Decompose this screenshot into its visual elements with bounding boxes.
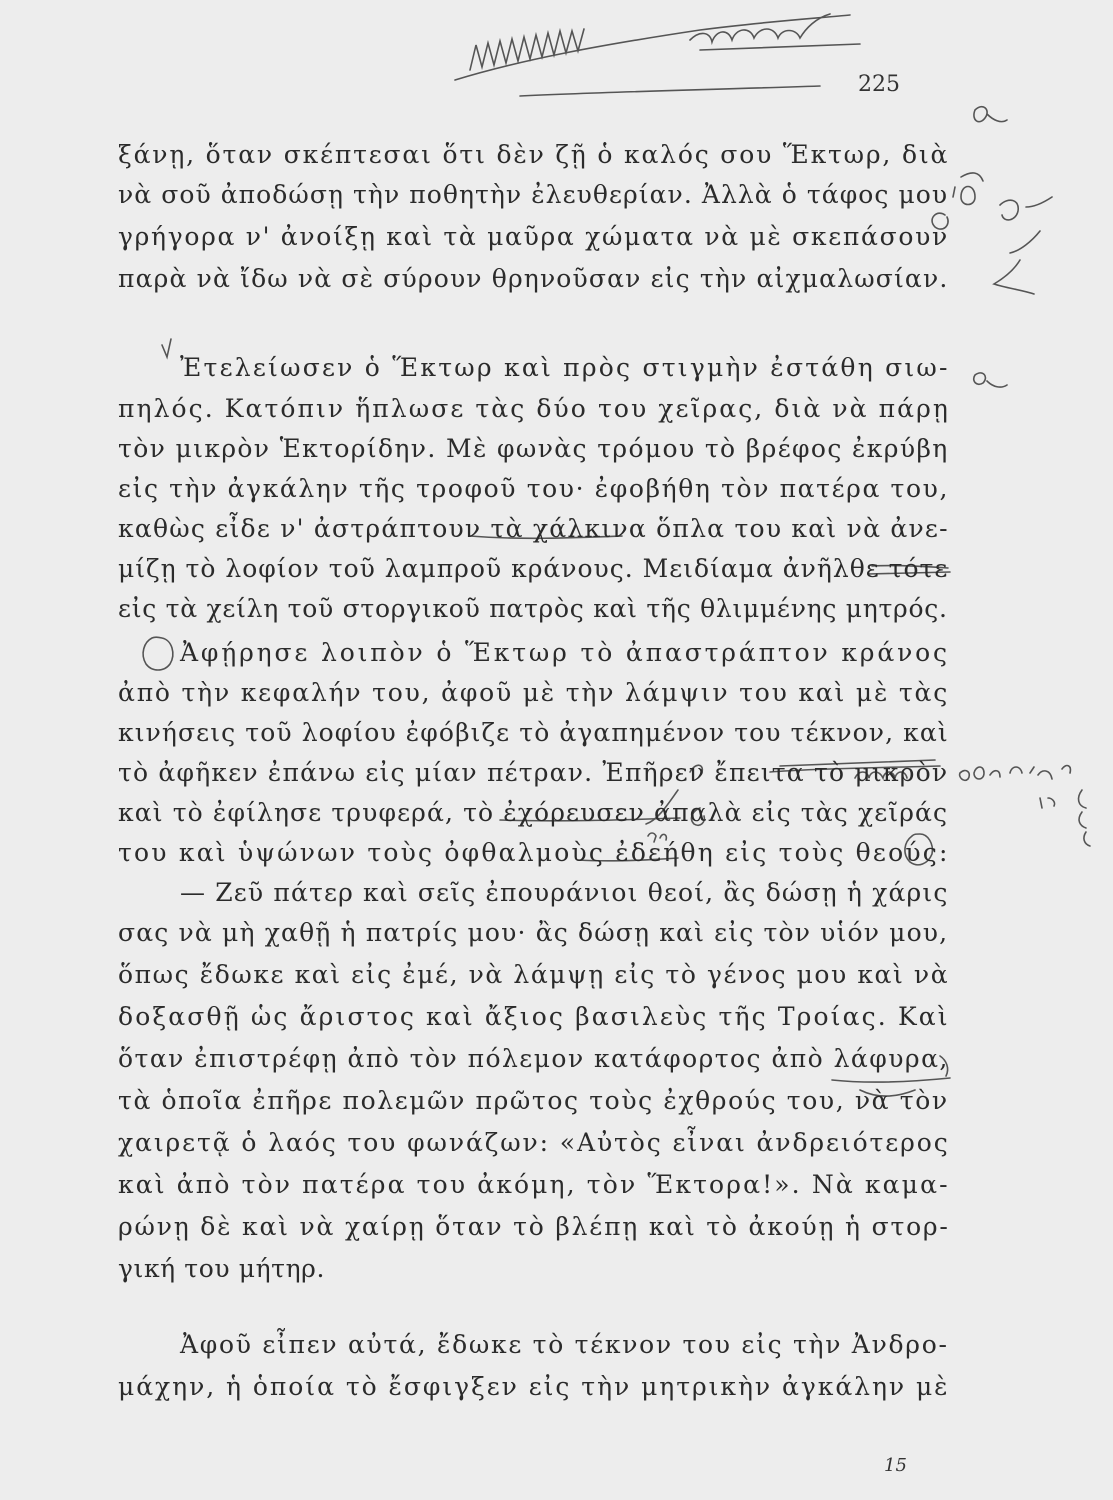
text-line: μάχην, ἡ ὁποία τὸ ἔσφιγξεν εἰς τὴν μητρικὴν ἀγκάλην μὲ [118, 1372, 950, 1401]
text-line: γική του μήτηρ. [118, 1254, 325, 1283]
signature-mark: 15 [884, 1455, 907, 1476]
text-line: Ἀφοῦ εἶπεν αὐτά, ἔδωκε τὸ τέκνον του εἰς τὴν Ἀνδρο- [180, 1330, 949, 1359]
text-line: χαιρετᾷ ὁ λαός του φωνάζων: «Αὐτὸς εἶναι ἀνδρειότερος [118, 1128, 950, 1157]
text-line: νὰ σοῦ ἀποδώσῃ τὴν ποθητὴν ἐλευθερίαν. Ἀλλὰ ὁ τάφος μου [118, 180, 949, 209]
text-line: πηλός. Κατόπιν ἥπλωσε τὰς δύο του χεῖρας, διὰ νὰ πάρῃ [118, 394, 950, 423]
page-number: 225 [858, 72, 900, 97]
text-line: εἰς τὰ χείλη τοῦ στοργικοῦ πατρὸς καὶ τῆς θλιμμένης μητρός. [118, 594, 948, 623]
text-line: καὶ τὸ ἐφίλησε τρυφερά, τὸ ἐχόρευσεν ἀπαλὰ εἰς τὰς χεῖράς [118, 798, 949, 827]
text-line: Ἐτελείωσεν ὁ Ἕκτωρ καὶ πρὸς στιγμὴν ἐστάθη σιω- [180, 353, 950, 382]
text-line: δοξασθῇ ὡς ἄριστος καὶ ἄξιος βασιλεὺς τῆς Τροίας. Καὶ [118, 1002, 950, 1031]
text-line: γρήγορα ν' ἀνοίξῃ καὶ τὰ μαῦρα χώματα νὰ μὲ σκεπάσουν [118, 222, 949, 251]
text-line: — Ζεῦ πάτερ καὶ σεῖς ἐπουράνιοι θεοί, ἂς δώσῃ ἡ χάρις [180, 878, 949, 907]
text-line: τὰ ὁποῖα ἐπῆρε πολεμῶν πρῶτος τοὺς ἐχθρούς του, νὰ τὸν [118, 1086, 949, 1115]
text-line: ρώνῃ δὲ καὶ νὰ χαίρῃ ὅταν τὸ βλέπῃ καὶ τὸ ἀκούῃ ἡ στορ- [118, 1212, 950, 1241]
text-line: τὸν μικρὸν Ἑκτορίδην. Μὲ φωνὰς τρόμου τὸ βρέφος ἐκρύβη [118, 434, 949, 463]
text-line: τὸ ἀφῆκεν ἐπάνω εἰς μίαν πέτραν. Ἐπῆρεν ἔπειτα τὸ μικρὸν [118, 758, 949, 787]
text-line: ὅταν ἐπιστρέφῃ ἀπὸ τὸν πόλεμον κατάφορτος ἀπὸ λάφυρα, [118, 1044, 949, 1073]
text-line: κινήσεις τοῦ λοφίου ἐφόβιζε τὸ ἀγαπημένον του τέκνον, καὶ [118, 718, 949, 747]
text-line: καὶ ἀπὸ τὸν πατέρα του ἀκόμη, τὸν Ἕκτορα!». Νὰ καμα- [118, 1170, 950, 1199]
text-line: ἀπὸ τὴν κεφαλήν του, ἀφοῦ μὲ τὴν λάμψιν του καὶ μὲ τὰς [118, 678, 950, 707]
text-line: σας νὰ μὴ χαθῇ ἡ πατρίς μου· ἂς δώσῃ καὶ εἰς τὸν υἱόν μου, [118, 918, 949, 947]
text-line: του καὶ ὑψώνων τοὺς ὀφθαλμοὺς ἐδεήθη εἰς τοὺς θεούς: [118, 838, 950, 867]
text-line: μίζῃ τὸ λοφίον τοῦ λαμπροῦ κράνους. Μειδίαμα ἀνῆλθε τότε [118, 554, 949, 583]
text-line: καθὼς εἶδε ν' ἀστράπτουν τὰ χάλκινα ὅπλα του καὶ νὰ ἀνε- [118, 514, 949, 543]
text-line: Ἀφῄρησε λοιπὸν ὁ Ἕκτωρ τὸ ἀπαστράπτον κράνος [180, 638, 950, 667]
text-line: ξάνῃ, ὅταν σκέπτεσαι ὅτι δὲν ζῇ ὁ καλός σου Ἕκτωρ, διὰ [118, 140, 950, 169]
text-line: παρὰ νὰ ἴδω νὰ σὲ σύρουν θρηνοῦσαν εἰς τὴν αἰχμαλωσίαν. [118, 264, 949, 293]
text-line: εἰς τὴν ἀγκάλην τῆς τροφοῦ του· ἐφοβήθη τὸν πατέρα του, [118, 474, 950, 503]
text-line: ὅπως ἔδωκε καὶ εἰς ἐμέ, νὰ λάμψῃ εἰς τὸ γένος μου καὶ νὰ [118, 960, 950, 989]
